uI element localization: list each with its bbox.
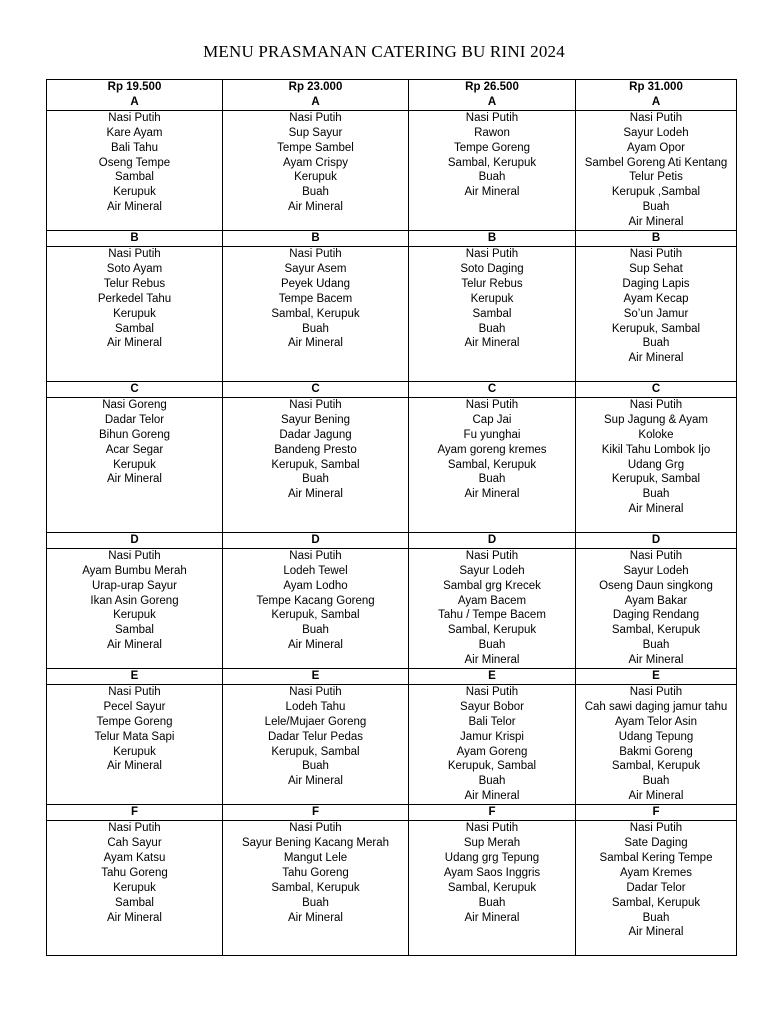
menu-table xyxy=(46,79,737,956)
menu-item: Sambal grg Krecek xyxy=(443,579,541,592)
menu-item: Sambal Kering Tempe xyxy=(599,851,713,864)
menu-item: Bali Tahu xyxy=(110,141,159,154)
package-label: A xyxy=(576,95,737,110)
menu-item: Bali Telor xyxy=(468,715,516,728)
package-label: D xyxy=(223,532,409,548)
menu-item: Ayam Telor Asin xyxy=(614,715,698,728)
page-title: MENU PRASMANAN CATERING BU RINI 2024 xyxy=(203,42,565,61)
package-items-row xyxy=(47,397,737,532)
package-label: F xyxy=(409,805,576,821)
menu-item: Sate Daging xyxy=(624,837,688,849)
menu-item: Buah xyxy=(302,186,329,199)
menu-cell xyxy=(223,246,409,381)
menu-item: Air Mineral xyxy=(464,337,520,350)
menu-item: Nasi Putih xyxy=(629,822,683,835)
price-cell: Rp 26.500 xyxy=(409,80,576,95)
menu-item: Kerupuk xyxy=(113,745,156,758)
menu-cell xyxy=(47,397,223,532)
menu-item: Ayam Saos Inggris xyxy=(443,866,541,879)
package-label: E xyxy=(576,669,737,685)
menu-item: Bihun Goreng xyxy=(99,428,170,441)
menu-cell xyxy=(223,110,409,230)
menu-item: Buah xyxy=(642,337,670,350)
menu-item: Ayam Kecap xyxy=(623,292,689,305)
menu-item: Peyek Udang xyxy=(280,277,351,290)
menu-item: Daging Lapis xyxy=(622,277,690,290)
menu-item: Buah xyxy=(478,775,506,788)
menu-item: Ikan Asin Goreng xyxy=(90,594,179,607)
menu-item: Nasi Putih xyxy=(289,111,342,124)
package-label-row xyxy=(47,95,737,110)
menu-item: Ayam Kremes xyxy=(619,866,692,879)
menu-item: Nasi Putih xyxy=(629,398,683,411)
menu-item: Air Mineral xyxy=(464,911,520,924)
menu-item: Nasi Putih xyxy=(289,685,342,698)
menu-item: Sambal, Kerupuk xyxy=(611,624,701,637)
menu-item: Sambal, Kerupuk xyxy=(447,624,537,637)
menu-item: Telur Rebus xyxy=(461,277,523,290)
menu-item: Telur Petis xyxy=(629,171,683,184)
menu-item: Sayur Lodeh xyxy=(459,564,525,577)
menu-item: Kerupuk xyxy=(113,458,156,471)
menu-item: Sambal xyxy=(115,171,154,184)
menu-item: Air Mineral xyxy=(628,503,684,516)
menu-item: Nasi Putih xyxy=(465,685,519,698)
package-label-row xyxy=(47,381,737,397)
menu-item: Sambal, Kerupuk xyxy=(447,156,537,169)
menu-cell xyxy=(223,684,409,804)
package-label: E xyxy=(223,669,409,685)
menu-item: Buah xyxy=(642,201,670,214)
menu-item: Air Mineral xyxy=(107,473,162,486)
menu-item: Nasi Putih xyxy=(108,822,161,835)
menu-item: Air Mineral xyxy=(107,337,162,350)
price-cell: Rp 31.000 xyxy=(576,80,737,95)
menu-item: Air Mineral xyxy=(288,488,343,501)
menu-item: Tahu Goreng xyxy=(282,866,349,879)
menu-cell xyxy=(223,821,409,956)
package-label: C xyxy=(47,381,223,397)
menu-item: Sambal xyxy=(472,307,512,320)
menu-item: Udang grg Tepung xyxy=(444,851,540,864)
menu-item: Kerupuk, Sambal xyxy=(271,458,360,471)
menu-item: Buah xyxy=(302,624,329,637)
menu-item: Air Mineral xyxy=(464,790,520,803)
menu-item: Dadar Telor xyxy=(104,413,165,426)
menu-item: Nasi Putih xyxy=(465,247,519,260)
price-row xyxy=(47,80,737,95)
menu-item: Ayam Crispy xyxy=(283,156,348,169)
menu-item: Nasi Goreng xyxy=(102,398,167,411)
price-cell: Rp 23.000 xyxy=(223,80,409,95)
menu-item: Kerupuk xyxy=(113,609,156,622)
package-label: B xyxy=(409,231,576,247)
package-label: A xyxy=(47,95,223,110)
menu-item: Nasi Putih xyxy=(289,398,342,411)
menu-item: Nasi Putih xyxy=(465,822,519,835)
package-label: D xyxy=(409,532,576,548)
menu-cell xyxy=(576,397,737,532)
menu-cell xyxy=(47,246,223,381)
menu-item: Kerupuk xyxy=(113,881,156,894)
menu-item: Nasi Putih xyxy=(629,549,683,562)
menu-item: Nasi Putih xyxy=(629,685,683,698)
menu-item: Tempe Bacem xyxy=(278,292,353,305)
package-label: B xyxy=(47,231,223,247)
package-label-row xyxy=(47,532,737,548)
package-items-row xyxy=(47,246,737,381)
menu-item: Udang Tepung xyxy=(618,730,694,743)
menu-item: Buah xyxy=(642,775,670,788)
menu-cell xyxy=(576,110,737,230)
menu-item: Jamur Krispi xyxy=(460,730,524,743)
menu-item: Fu yunghai xyxy=(463,428,521,441)
menu-item: Lodeh Tahu xyxy=(285,700,346,713)
package-label: D xyxy=(576,532,737,548)
menu-item: Buah xyxy=(478,322,506,335)
menu-item: Nasi Putih xyxy=(289,549,342,562)
menu-item: Ayam Katsu xyxy=(103,851,166,864)
price-cell: Rp 19.500 xyxy=(47,80,223,95)
menu-item: Sambal, Kerupuk xyxy=(271,881,360,894)
menu-item: Sambal xyxy=(115,896,154,909)
menu-item: Nasi Putih xyxy=(108,685,161,698)
menu-item: Buah xyxy=(302,760,329,773)
menu-item: Soto Daging xyxy=(460,262,524,275)
menu-item: Bandeng Presto xyxy=(274,443,357,456)
menu-item: Air Mineral xyxy=(464,654,520,667)
menu-item: Dadar Telur Pedas xyxy=(267,730,364,743)
menu-item: Air Mineral xyxy=(464,186,520,199)
menu-item: Sup Sayur xyxy=(288,126,343,139)
menu-item: Ayam Bacem xyxy=(457,594,527,607)
menu-item: Sayur Bobor xyxy=(460,700,524,713)
menu-item: Tempe Sambel xyxy=(277,141,354,154)
menu-item: Cah Sayur xyxy=(107,837,162,849)
menu-item: Kare Ayam xyxy=(106,126,163,139)
menu-item: Tahu / Tempe Bacem xyxy=(438,609,546,622)
menu-item: Kerupuk xyxy=(470,292,514,305)
menu-item: Perkedel Tahu xyxy=(97,292,172,305)
menu-item: Nasi Putih xyxy=(289,822,342,835)
menu-item: Buah xyxy=(478,473,506,486)
menu-item: Tahu Goreng xyxy=(101,866,168,879)
menu-item: Air Mineral xyxy=(628,654,684,667)
menu-item: Sambal, Kerupuk xyxy=(611,760,701,773)
package-label: D xyxy=(47,532,223,548)
menu-cell xyxy=(576,821,737,956)
package-label-row xyxy=(47,231,737,247)
package-label-row xyxy=(47,805,737,821)
menu-item: Kerupuk xyxy=(294,171,337,184)
menu-item: Telur Mata Sapi xyxy=(94,730,175,743)
menu-cell xyxy=(576,684,737,804)
menu-item: Sambal, Kerupuk xyxy=(447,458,537,471)
menu-cell xyxy=(47,821,223,956)
menu-item: Cap Jai xyxy=(472,413,512,426)
menu-cell xyxy=(223,548,409,668)
menu-item: Air Mineral xyxy=(288,775,343,788)
menu-item: Daging Rendang xyxy=(612,609,700,622)
menu-item: Sayur Bening Kacang Merah xyxy=(241,837,390,849)
menu-item: Sambal xyxy=(115,322,154,335)
menu-item: Kerupuk ,Sambal xyxy=(611,186,701,199)
menu-cell xyxy=(576,246,737,381)
menu-item: Acar Segar xyxy=(105,443,164,456)
menu-item: Air Mineral xyxy=(628,352,684,365)
menu-item: Dadar Jagung xyxy=(279,428,352,441)
menu-item: Cah sawi daging jamur tahu xyxy=(584,700,728,713)
menu-item: Bakmi Goreng xyxy=(619,745,693,758)
menu-item: Sayur Asem xyxy=(284,262,347,275)
menu-item: Nasi Putih xyxy=(108,111,161,124)
menu-item: Sayur Bening xyxy=(280,413,351,426)
menu-cell xyxy=(409,246,576,381)
package-items-row xyxy=(47,548,737,668)
menu-item: Buah xyxy=(642,488,670,501)
package-label: A xyxy=(409,95,576,110)
menu-item: Nasi Putih xyxy=(108,247,161,260)
menu-item: Sambel Goreng Ati Kentang xyxy=(584,156,728,169)
menu-item: Air Mineral xyxy=(107,639,162,652)
menu-item: Urap-urap Sayur xyxy=(91,579,177,592)
menu-item: Air Mineral xyxy=(628,926,684,939)
menu-item: Kerupuk, Sambal xyxy=(271,609,360,622)
menu-cell xyxy=(47,684,223,804)
menu-item: Air Mineral xyxy=(628,790,684,803)
menu-item: Ayam Bumbu Merah xyxy=(82,564,187,577)
package-label: F xyxy=(223,805,409,821)
menu-item: Lele/Mujaer Goreng xyxy=(264,715,367,728)
menu-item: Mangut Lele xyxy=(283,851,348,864)
package-label: E xyxy=(47,669,223,685)
package-label: E xyxy=(409,669,576,685)
menu-item: Kerupuk, Sambal xyxy=(611,473,701,486)
menu-item: Nasi Putih xyxy=(108,549,161,562)
menu-item: Tempe Goreng xyxy=(453,141,531,154)
package-items-row xyxy=(47,110,737,230)
menu-item: Buah xyxy=(478,896,506,909)
menu-cell xyxy=(223,397,409,532)
menu-item: Lodeh Tewel xyxy=(283,564,348,577)
menu-item: Ayam Bakar xyxy=(624,594,688,607)
menu-item: Tempe Goreng xyxy=(96,715,173,728)
menu-item: Sambal, Kerupuk xyxy=(611,896,701,909)
menu-item: Nasi Putih xyxy=(289,247,342,260)
menu-item: Air Mineral xyxy=(107,911,162,924)
menu-item: Nasi Putih xyxy=(465,549,519,562)
menu-item: Udang Grg xyxy=(627,458,685,471)
menu-item: Sayur Lodeh xyxy=(623,564,689,577)
package-label: C xyxy=(576,381,737,397)
menu-cell xyxy=(409,821,576,956)
menu-item: Sambal, Kerupuk xyxy=(271,307,360,320)
menu-item: Sup Jagung & Ayam xyxy=(604,413,708,426)
menu-item: Air Mineral xyxy=(288,337,343,350)
package-label: F xyxy=(576,805,737,821)
menu-item: Buah xyxy=(478,171,506,184)
menu-cell xyxy=(409,548,576,668)
package-items-row xyxy=(47,821,737,956)
menu-item: Pecel Sayur xyxy=(103,700,166,713)
menu-cell xyxy=(576,548,737,668)
menu-item: Tempe Kacang Goreng xyxy=(256,594,375,607)
menu-item: Dadar Telor xyxy=(626,881,686,894)
menu-item: Nasi Putih xyxy=(629,247,683,260)
menu-item: Ayam Opor xyxy=(627,141,685,154)
menu-item: Kikil Tahu Lombok Ijo xyxy=(601,443,711,456)
menu-item: Air Mineral xyxy=(628,216,684,229)
menu-item: Kerupuk xyxy=(113,186,156,199)
menu-item: Nasi Putih xyxy=(465,111,519,124)
menu-item: Buah xyxy=(642,911,670,924)
menu-cell xyxy=(47,548,223,668)
menu-cell xyxy=(409,110,576,230)
menu-item: Buah xyxy=(302,322,329,335)
package-label: B xyxy=(576,231,737,247)
menu-item: Air Mineral xyxy=(288,911,343,924)
package-label: B xyxy=(223,231,409,247)
menu-item: Oseng Daun singkong xyxy=(599,579,713,592)
package-label: C xyxy=(223,381,409,397)
menu-item: Kerupuk, Sambal xyxy=(271,745,360,758)
menu-item: Air Mineral xyxy=(107,201,162,214)
package-label: A xyxy=(223,95,409,110)
menu-item: Koloke xyxy=(638,428,674,441)
menu-item: Sambal xyxy=(115,624,154,637)
menu-item: Kerupuk, Sambal xyxy=(447,760,537,773)
menu-cell xyxy=(47,110,223,230)
menu-item: Sayur Lodeh xyxy=(623,126,689,139)
menu-item: Air Mineral xyxy=(107,760,162,773)
menu-item: Kerupuk, Sambal xyxy=(611,322,701,335)
menu-item: Ayam Lodho xyxy=(283,579,348,592)
menu-item: Sup Merah xyxy=(463,837,521,849)
menu-item: Rawon xyxy=(474,126,510,139)
menu-item: Ayam goreng kremes xyxy=(437,443,547,456)
menu-item: Buah xyxy=(642,639,670,652)
menu-item: Nasi Putih xyxy=(629,111,683,124)
menu-item: Oseng Tempe xyxy=(98,156,171,169)
menu-item: Buah xyxy=(302,473,329,486)
menu-cell xyxy=(409,397,576,532)
menu-item: Ayam Goreng xyxy=(456,745,528,758)
package-label-row xyxy=(47,669,737,685)
menu-cell xyxy=(409,684,576,804)
menu-item: So’un Jamur xyxy=(623,307,689,320)
menu-item: Air Mineral xyxy=(464,488,520,501)
menu-item: Air Mineral xyxy=(288,639,343,652)
package-label: F xyxy=(47,805,223,821)
package-label: C xyxy=(409,381,576,397)
menu-item: Sambal, Kerupuk xyxy=(447,881,537,894)
menu-item: Soto Ayam xyxy=(106,262,163,275)
menu-item: Nasi Putih xyxy=(465,398,519,411)
menu-item: Telur Rebus xyxy=(103,277,166,290)
package-items-row xyxy=(47,684,737,804)
menu-item: Sup Sehat xyxy=(629,262,683,275)
menu-item: Buah xyxy=(478,639,506,652)
menu-item: Kerupuk xyxy=(113,307,156,320)
menu-item: Air Mineral xyxy=(288,201,343,214)
menu-item: Buah xyxy=(302,896,329,909)
